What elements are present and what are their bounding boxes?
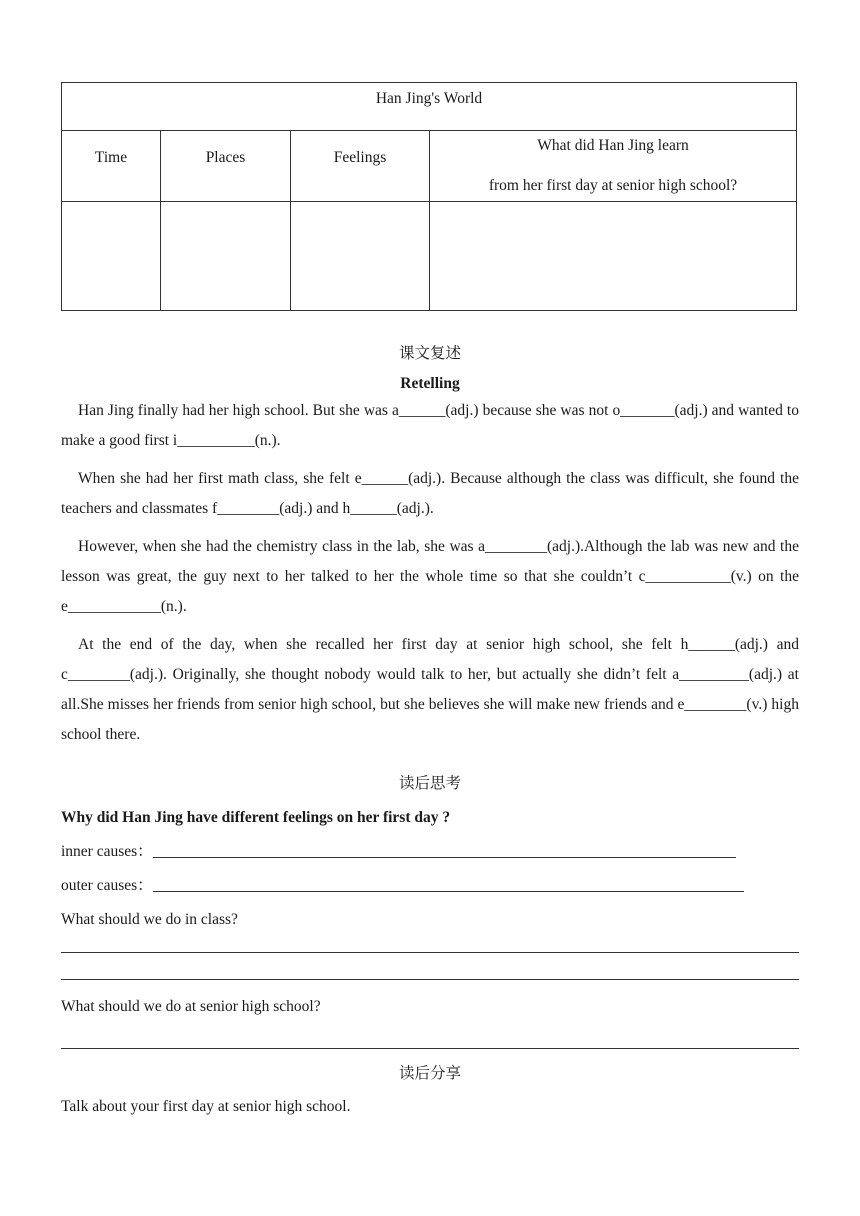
header-what-learned-line2: from her first day at senior high school? bbox=[488, 177, 738, 194]
sharing-prompt: Talk about your first day at senior high school. bbox=[61, 1098, 351, 1115]
outer-causes-label: outer causes： bbox=[61, 877, 153, 894]
inner-causes-row bbox=[61, 841, 799, 863]
header-places: Places bbox=[161, 131, 291, 202]
inner-causes-answer-line[interactable] bbox=[153, 841, 736, 858]
retelling-paragraph-4: At the end of the day, when she recalled her first day at senior high school, she felt h______(adj.) and c________(adj.). Originally, she thought nobody would talk to her, but actually she didn’t felt a_________(adj.) at all.She misses her friends from senior high school, but she believes she will make new friends and e________(v.) high school there. bbox=[61, 636, 799, 743]
outer-causes-answer-line[interactable] bbox=[153, 875, 744, 892]
table-title: Han Jing's World bbox=[62, 83, 797, 131]
thinking-question: Why did Han Jing have different feelings on her first day ? bbox=[61, 809, 451, 826]
inner-causes-label: inner causes： bbox=[61, 843, 153, 860]
answer-line-class-1[interactable] bbox=[61, 952, 799, 953]
outer-causes-row bbox=[61, 875, 799, 897]
han-jing-world-table bbox=[61, 82, 797, 311]
header-what-learned bbox=[430, 131, 797, 202]
header-time: Time bbox=[62, 131, 161, 202]
question-in-class: What should we do in class? bbox=[61, 911, 238, 928]
retelling-paragraph-3: However, when she had the chemistry class in the lab, she was a________(adj.).Although the lab was new and the lesson was great, the guy next to her talked to her the whole time so that she couldn’t c___________(v.) on the e____________(n.). bbox=[61, 538, 799, 615]
worksheet-page bbox=[61, 82, 799, 1118]
answer-line-class-2[interactable] bbox=[61, 979, 799, 980]
heading-retelling-en: Retelling bbox=[400, 375, 460, 392]
retelling-paragraph-1: Han Jing finally had her high school. But she was a______(adj.) because she was not o_______(adj.) and wanted to make a good first i__________(n.). bbox=[61, 402, 799, 449]
answer-cell-feelings[interactable] bbox=[291, 202, 430, 311]
answer-cell-places[interactable] bbox=[161, 202, 291, 311]
header-what-learned-line1: What did Han Jing learn bbox=[537, 137, 689, 154]
answer-cell-time[interactable] bbox=[62, 202, 161, 311]
heading-sharing-cn: 读后分享 bbox=[398, 1065, 461, 1082]
question-senior-high: What should we do at senior high school? bbox=[61, 998, 321, 1015]
answer-line-school[interactable] bbox=[61, 1048, 799, 1049]
heading-thinking-cn: 读后思考 bbox=[398, 775, 461, 792]
retelling-paragraph-2: When she had her first math class, she felt e______(adj.). Because although the class was difficult, she found the teachers and classmates f________(adj.) and h______(adj.). bbox=[61, 470, 799, 517]
header-feelings: Feelings bbox=[291, 131, 430, 202]
answer-cell-learned[interactable] bbox=[430, 202, 797, 311]
heading-retelling-cn: 课文复述 bbox=[398, 345, 461, 362]
